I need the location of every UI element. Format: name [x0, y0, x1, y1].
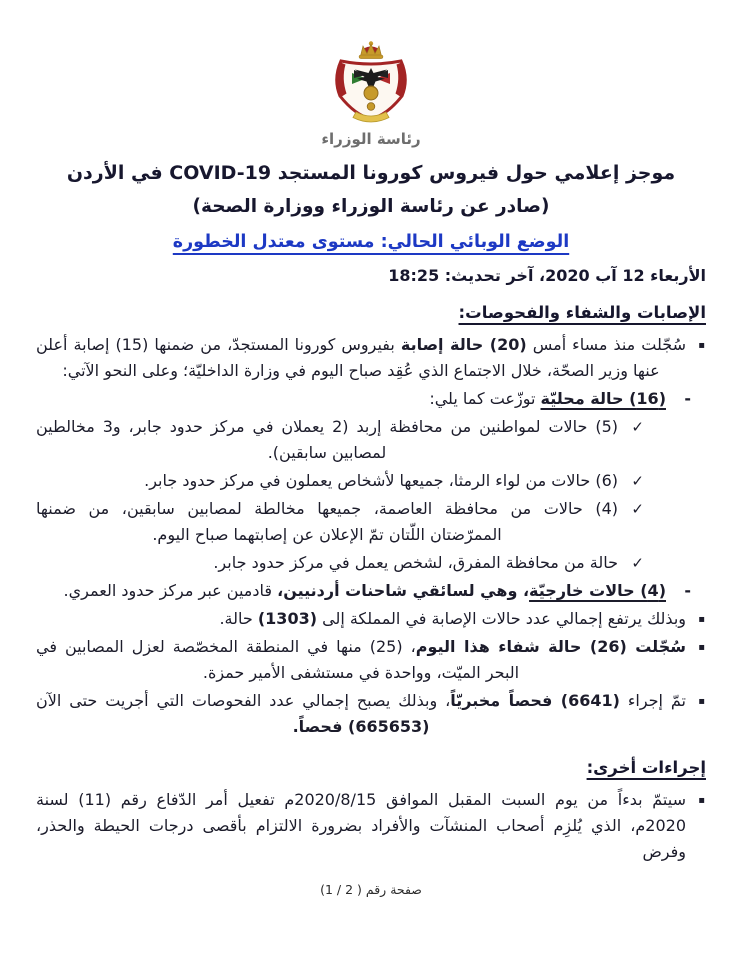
text-segment: (6) حالات من لواء الرمثا، جميعها لأشخاص يعملون في مركز حدود جابر. [144, 471, 618, 490]
text-segment: سُجّلت منذ مساء أمس [526, 335, 687, 354]
bullet-item-total-cases [36, 606, 706, 632]
text-segment-bold-underline: (16) حالة محليّة [540, 389, 666, 408]
text-segment-bold: (665653) فحصاً. [292, 717, 430, 736]
text-segment: بفيروس كورونا المستجدّ، من ضمنها (15) إصابة أعلن عنها وزير الصحّة، خلال الاجتماع الذي عُقِد صباح اليوم في وزارة الداخليّة؛ وعلى النحو الآتي: [36, 335, 660, 380]
check-item-irbid [36, 414, 706, 466]
emblem-block [0, 0, 742, 148]
text-segment: قادمين عبر مركز حدود العمري. [63, 581, 278, 600]
page-number-footer: صفحة رقم ( 2 / 1) [320, 882, 422, 897]
dash-bullet-icon: - [684, 389, 691, 408]
jordan-coat-of-arms-icon [323, 40, 419, 124]
check-icon: ✓ [631, 554, 644, 572]
square-bullet-icon: ▪ [698, 642, 705, 653]
text-segment: سيتمّ بدءاً من يوم السبت المقبل الموافق 2020/8/15م تفعيل أمر الدّفاع رقم (11) لسنة 2020م، الذي يُلزِم أصحاب المنشآت والأفراد بضرورة الالتزام بأقصى درجات الحيطة والحذر، وفرض [36, 790, 686, 861]
text-segment: وبذلك يرتفع إجمالي عدد حالات الإصابة في المملكة إلى [317, 609, 686, 628]
date-last-update-line: الأربعاء 12 آب 2020، آخر تحديث: 18:25 [388, 266, 706, 285]
document-title-line2: (صادر عن رئاسة الوزراء ووزارة الصحة) [192, 196, 550, 217]
section-heading-cases [36, 303, 706, 322]
bullet-item-new-cases [36, 332, 706, 384]
dash-bullet-icon: - [684, 581, 691, 600]
text-segment-bold: (20) حالة إصابة [400, 335, 527, 354]
text-segment: (5) حالات لمواطنين من محافظة إربد (2 يعملان في مركز حدود جابر، و3 مخالطين لمصابين سابقين). [36, 417, 619, 462]
square-bullet-icon: ▪ [698, 795, 705, 806]
epidemic-status-text: الوضع الوبائي الحالي: مستوى معتدل الخطورة [172, 232, 570, 252]
text-segment: حالة من محافظة المفرق، لشخص يعمل في مركز حدود جابر. [213, 553, 618, 572]
text-segment-bold-underline: (4) حالات خارجيّة [529, 581, 666, 600]
square-bullet-icon: ▪ [698, 614, 705, 625]
text-segment: ، وبذلك يصبح إجمالي عدد الفحوصات التي أجريت حتى الآن [36, 691, 451, 710]
text-segment: تمّ إجراء [619, 691, 686, 710]
check-icon: ✓ [631, 500, 644, 518]
text-segment: ، (25) منها في المنطقة المخصّصة لعزل المصابين في البحر الميّت، وواحدة في مستشفى الأمير حمزة. [36, 637, 520, 682]
text-segment: حالة. [219, 609, 258, 628]
text-segment-bold: ، وهي لسائقي شاحنات أردنيين، [277, 581, 530, 600]
document-content [0, 162, 742, 865]
text-segment: (4) حالات من محافظة العاصمة، جميعها مخالطة لمصابين سابقين، من ضمنها الممرّضتان اللّتان تمّ الإعلان عن إصابتهما صباح اليوم. [36, 499, 618, 544]
section-heading-other-measures-text: إجراءات أخرى: [586, 758, 706, 777]
document-title-line1: موجز إعلامي حول فيروس كورونا المستجد COVID-19 في الأردن [66, 162, 676, 184]
bullet-item-lab-tests [36, 688, 706, 740]
square-bullet-icon: ▪ [698, 340, 705, 351]
prime-ministry-calligraphy: رئاسة الوزراء [321, 130, 421, 148]
epidemic-status-line [36, 232, 706, 252]
section-heading-cases-text: الإصابات والشفاء والفحوصات: [458, 303, 706, 322]
sub-item-external-cases [36, 578, 706, 604]
check-icon: ✓ [631, 418, 644, 436]
text-segment-bold: سُجّلت (26) حالة شفاء هذا اليوم [415, 637, 686, 656]
text-segment-bold: (1303) [257, 609, 318, 628]
bullet-item-defense-order [36, 787, 706, 865]
check-item-ramtha [36, 468, 706, 494]
check-item-mafraq [36, 550, 706, 576]
check-icon: ✓ [631, 472, 644, 490]
text-segment-bold: (6641) فحصاً مخبريّاً [450, 691, 620, 710]
bullet-item-recoveries [36, 634, 706, 686]
sub-item-local-cases [36, 386, 706, 412]
square-bullet-icon: ▪ [698, 696, 705, 707]
section-heading-other-measures [36, 758, 706, 777]
text-segment: توزّعت كما يلي: [429, 389, 541, 408]
check-item-amman [36, 496, 706, 548]
